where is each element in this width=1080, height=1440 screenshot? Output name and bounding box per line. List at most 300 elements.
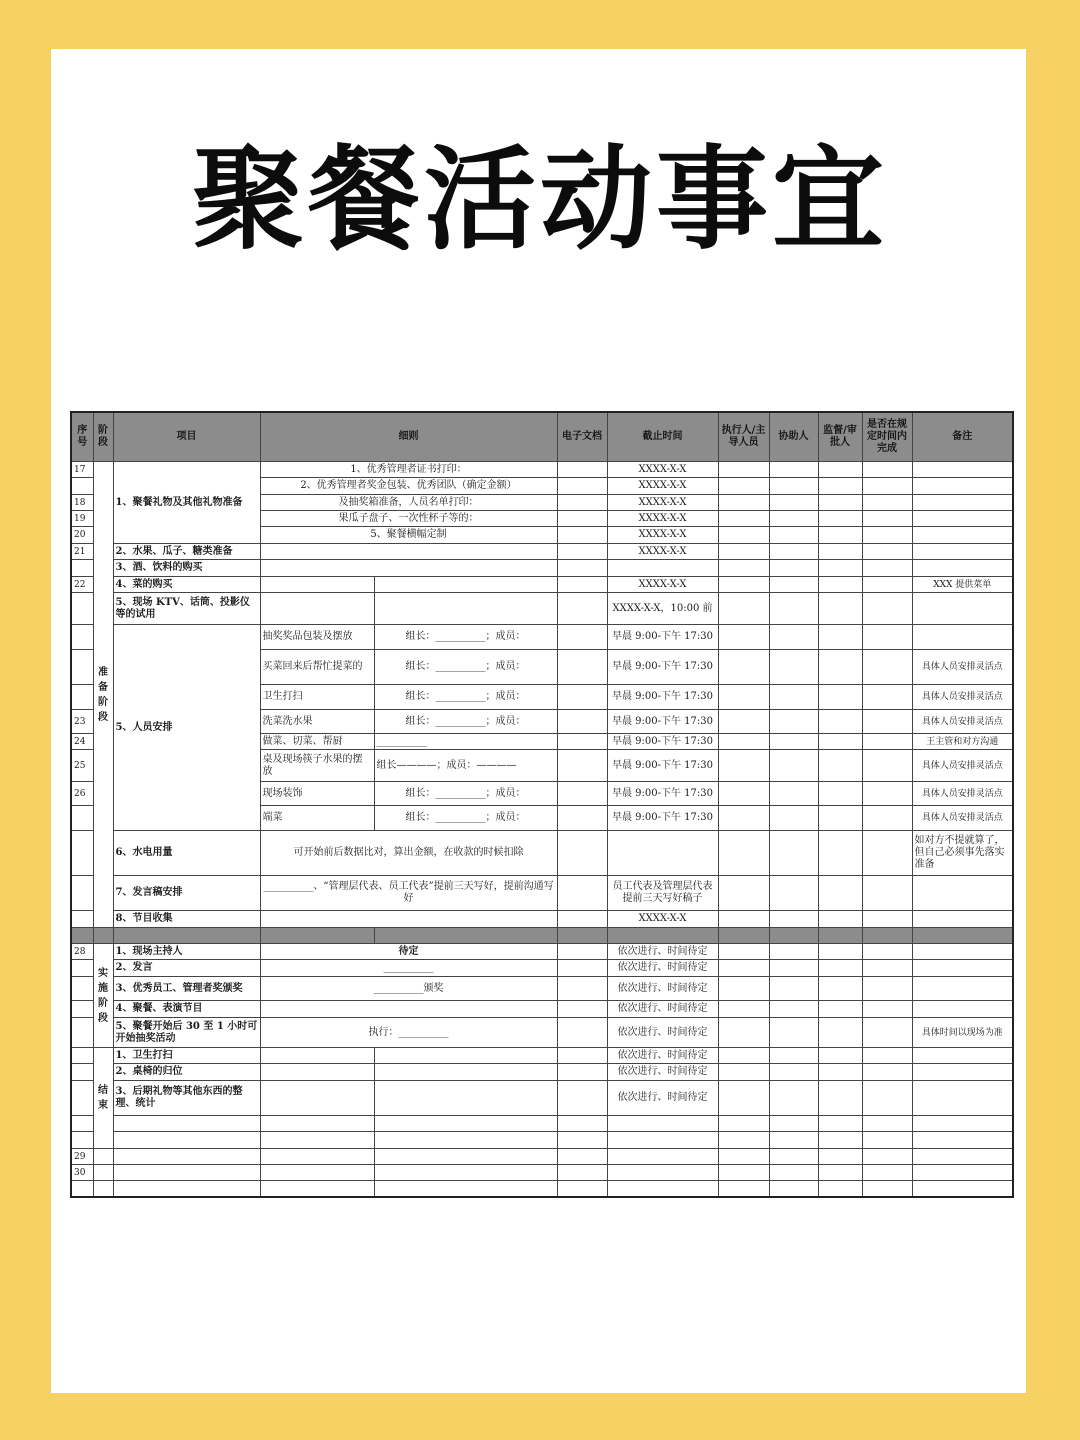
deadline-cell: XXXX-X-X	[607, 911, 718, 928]
table-row	[71, 560, 1013, 577]
executor-cell	[718, 710, 769, 734]
doc-cell	[557, 944, 607, 960]
assistant-cell	[769, 911, 818, 928]
header-completed: 是否在规定时间内完成	[862, 412, 912, 462]
assistant-cell	[769, 593, 818, 625]
doc-cell	[557, 1018, 607, 1048]
doc-cell	[557, 462, 607, 478]
detail-cell: 端菜	[260, 806, 374, 831]
note-cell	[912, 560, 1013, 577]
completed-cell	[862, 977, 912, 1001]
note-cell	[912, 977, 1013, 1001]
supervisor-cell	[818, 625, 862, 650]
table-row	[71, 1081, 1013, 1116]
assistant-cell	[769, 1018, 818, 1048]
row-number	[71, 625, 93, 650]
completed-cell	[862, 625, 912, 650]
doc-cell	[557, 544, 607, 560]
supervisor-cell	[818, 782, 862, 806]
header-project: 项目	[113, 412, 260, 462]
section-separator-row	[71, 928, 1013, 944]
doc-cell	[557, 1048, 607, 1064]
row-number	[71, 911, 93, 928]
completed-cell	[862, 1001, 912, 1018]
supervisor-cell	[818, 960, 862, 977]
note-cell: 具体人员安排灵活点	[912, 710, 1013, 734]
header-doc: 电子文档	[557, 412, 607, 462]
row-number	[71, 806, 93, 831]
completed-cell	[862, 876, 912, 911]
executor-cell	[718, 1048, 769, 1064]
header-stage: 阶段	[93, 412, 113, 462]
note-cell: 具体人员安排灵活点	[912, 782, 1013, 806]
table-row	[71, 1165, 1013, 1181]
stage-end: 结束	[93, 1048, 113, 1149]
detail-cell: 洗菜洗水果	[260, 710, 374, 734]
assign-cell: 组长：__________；成员：	[374, 685, 557, 710]
table-row	[71, 593, 1013, 625]
row-number	[71, 960, 93, 977]
row-number	[71, 478, 93, 495]
completed-cell	[862, 462, 912, 478]
note-cell	[912, 527, 1013, 544]
executor-cell	[718, 1018, 769, 1048]
project-cell: 8、节目收集	[113, 911, 260, 928]
assistant-cell	[769, 944, 818, 960]
executor-cell	[718, 806, 769, 831]
project-cell: 6、水电用量	[113, 831, 260, 876]
table-row	[71, 1048, 1013, 1064]
supervisor-cell	[818, 977, 862, 1001]
assistant-cell	[769, 527, 818, 544]
row-number	[71, 593, 93, 625]
executor-cell	[718, 960, 769, 977]
completed-cell	[862, 831, 912, 876]
project-cell: 3、后期礼物等其他东西的整理、统计	[113, 1081, 260, 1116]
note-cell	[912, 495, 1013, 511]
detail-cell: 果瓜子盘子、一次性杯子等的：	[260, 511, 557, 527]
assistant-cell	[769, 625, 818, 650]
detail-cell: 买菜回来后帮忙提菜的	[260, 650, 374, 685]
project-cell: 4、聚餐、表演节目	[113, 1001, 260, 1018]
assistant-cell	[769, 511, 818, 527]
detail-cell: 2、优秀管理者奖金包装、优秀团队（确定金额）	[260, 478, 557, 495]
assistant-cell	[769, 1048, 818, 1064]
supervisor-cell	[818, 750, 862, 782]
table-row	[71, 577, 1013, 593]
executor-cell	[718, 911, 769, 928]
supervisor-cell	[818, 876, 862, 911]
table-row	[71, 1116, 1013, 1132]
row-number: 26	[71, 782, 93, 806]
doc-cell	[557, 593, 607, 625]
stage-prep: 准备阶段	[93, 462, 113, 928]
supervisor-cell	[818, 650, 862, 685]
deadline-cell: 依次进行、时间待定	[607, 944, 718, 960]
assign-cell	[374, 577, 557, 593]
executor-cell	[718, 750, 769, 782]
detail-cell	[260, 911, 557, 928]
completed-cell	[862, 511, 912, 527]
supervisor-cell	[818, 462, 862, 478]
detail-cell: 做菜、切菜、帮厨	[260, 734, 374, 750]
detail-cell: 及抽奖箱准备，人员名单打印：	[260, 495, 557, 511]
project-cell: 7、发言稿安排	[113, 876, 260, 911]
deadline-cell	[607, 560, 718, 577]
supervisor-cell	[818, 478, 862, 495]
completed-cell	[862, 1064, 912, 1081]
deadline-cell: XXXX-X-X，10:00 前	[607, 593, 718, 625]
table-row	[71, 876, 1013, 911]
assistant-cell	[769, 1001, 818, 1018]
completed-cell	[862, 750, 912, 782]
supervisor-cell	[818, 685, 862, 710]
executor-cell	[718, 1001, 769, 1018]
table-row	[71, 977, 1013, 1001]
row-number: 29	[71, 1149, 93, 1165]
executor-cell	[718, 977, 769, 1001]
row-number	[71, 831, 93, 876]
detail-cell: 卫生打扫	[260, 685, 374, 710]
deadline-cell: 依次进行、时间待定	[607, 1064, 718, 1081]
executor-cell	[718, 782, 769, 806]
project-cell: 2、桌椅的归位	[113, 1064, 260, 1081]
deadline-cell: XXXX-X-X	[607, 462, 718, 478]
assistant-cell	[769, 1081, 818, 1116]
detail-cell	[260, 577, 374, 593]
row-number: 20	[71, 527, 93, 544]
row-number	[71, 560, 93, 577]
doc-cell	[557, 625, 607, 650]
doc-cell	[557, 750, 607, 782]
project-cell: 1、聚餐礼物及其他礼物准备	[113, 462, 260, 544]
row-number: 30	[71, 1165, 93, 1181]
table-row	[71, 831, 1013, 876]
row-number	[71, 1081, 93, 1116]
row-number: 22	[71, 577, 93, 593]
project-cell: 1、卫生打扫	[113, 1048, 260, 1064]
assistant-cell	[769, 544, 818, 560]
assistant-cell	[769, 831, 818, 876]
row-number: 23	[71, 710, 93, 734]
doc-cell	[557, 527, 607, 544]
deadline-cell: 早晨 9:00-下午 17:30	[607, 625, 718, 650]
detail-cell: 执行：__________	[260, 1018, 557, 1048]
doc-cell	[557, 650, 607, 685]
table-row	[71, 1001, 1013, 1018]
note-cell	[912, 960, 1013, 977]
deadline-cell: 早晨 9:00-下午 17:30	[607, 685, 718, 710]
doc-cell	[557, 495, 607, 511]
completed-cell	[862, 593, 912, 625]
assign-cell: 组长：__________；成员：	[374, 625, 557, 650]
header-detail: 细则	[260, 412, 557, 462]
note-cell	[912, 1064, 1013, 1081]
completed-cell	[862, 1081, 912, 1116]
deadline-cell: 依次进行、时间待定	[607, 1018, 718, 1048]
deadline-cell: 早晨 9:00-下午 17:30	[607, 750, 718, 782]
deadline-cell: 依次进行、时间待定	[607, 977, 718, 1001]
table-row	[71, 462, 1013, 478]
detail-cell: 待定	[260, 944, 557, 960]
note-cell	[912, 1048, 1013, 1064]
supervisor-cell	[818, 710, 862, 734]
assistant-cell	[769, 478, 818, 495]
executor-cell	[718, 478, 769, 495]
executor-cell	[718, 1081, 769, 1116]
supervisor-cell	[818, 495, 862, 511]
table-row	[71, 944, 1013, 960]
page-title: 聚餐活动事宜	[192, 135, 888, 265]
detail-cell	[260, 544, 557, 560]
deadline-cell: XXXX-X-X	[607, 495, 718, 511]
header-executor: 执行人/主导人员	[718, 412, 769, 462]
completed-cell	[862, 734, 912, 750]
row-number: 19	[71, 511, 93, 527]
assistant-cell	[769, 750, 818, 782]
supervisor-cell	[818, 1064, 862, 1081]
note-cell: 具体人员安排灵活点	[912, 650, 1013, 685]
header-assistant: 协助人	[769, 412, 818, 462]
executor-cell	[718, 462, 769, 478]
supervisor-cell	[818, 1001, 862, 1018]
note-cell: 具体人员安排灵活点	[912, 750, 1013, 782]
table-row	[71, 1149, 1013, 1165]
row-number: 28	[71, 944, 93, 960]
header-supervisor: 监督/审批人	[818, 412, 862, 462]
completed-cell	[862, 650, 912, 685]
deadline-cell: 早晨 9:00-下午 17:30	[607, 782, 718, 806]
doc-cell	[557, 911, 607, 928]
detail-cell: __________颁奖	[260, 977, 557, 1001]
assign-cell	[374, 1081, 557, 1116]
completed-cell	[862, 544, 912, 560]
row-number: 17	[71, 462, 93, 478]
supervisor-cell	[818, 527, 862, 544]
deadline-cell: 依次进行、时间待定	[607, 960, 718, 977]
completed-cell	[862, 577, 912, 593]
completed-cell	[862, 710, 912, 734]
doc-cell	[557, 710, 607, 734]
detail-cell	[260, 1001, 557, 1018]
doc-cell	[557, 511, 607, 527]
header-deadline: 截止时间	[607, 412, 718, 462]
assistant-cell	[769, 560, 818, 577]
detail-cell: 1、优秀管理者证书打印：	[260, 462, 557, 478]
completed-cell	[862, 782, 912, 806]
assistant-cell	[769, 710, 818, 734]
doc-cell	[557, 960, 607, 977]
deadline-cell: 早晨 9:00-下午 17:30	[607, 710, 718, 734]
detail-cell	[260, 1081, 374, 1116]
project-cell: 5、人员安排	[113, 625, 260, 831]
assign-cell: 组长：__________；成员：	[374, 650, 557, 685]
deadline-cell: XXXX-X-X	[607, 478, 718, 495]
doc-cell	[557, 685, 607, 710]
project-cell: 2、水果、瓜子、糖类准备	[113, 544, 260, 560]
assign-cell: 组长————；成员：————	[374, 750, 557, 782]
supervisor-cell	[818, 1018, 862, 1048]
table-row	[71, 1132, 1013, 1149]
deadline-cell: XXXX-X-X	[607, 511, 718, 527]
executor-cell	[718, 876, 769, 911]
doc-cell	[557, 876, 607, 911]
deadline-cell: 早晨 9:00-下午 17:30	[607, 650, 718, 685]
table-row	[71, 625, 1013, 650]
supervisor-cell	[818, 806, 862, 831]
completed-cell	[862, 1018, 912, 1048]
detail-cell	[260, 1064, 374, 1081]
supervisor-cell	[818, 944, 862, 960]
project-cell: 3、优秀员工、管理者奖颁奖	[113, 977, 260, 1001]
executor-cell	[718, 495, 769, 511]
note-cell: 王主管和对方沟通	[912, 734, 1013, 750]
completed-cell	[862, 911, 912, 928]
row-number: 25	[71, 750, 93, 782]
project-cell: 3、酒、饮料的购买	[113, 560, 260, 577]
deadline-cell	[607, 831, 718, 876]
assign-cell	[374, 593, 557, 625]
completed-cell	[862, 1048, 912, 1064]
executor-cell	[718, 593, 769, 625]
header-note: 备注	[912, 412, 1013, 462]
note-cell	[912, 911, 1013, 928]
deadline-cell: XXXX-X-X	[607, 577, 718, 593]
header-row	[71, 412, 1013, 462]
supervisor-cell	[818, 560, 862, 577]
assistant-cell	[769, 806, 818, 831]
completed-cell	[862, 685, 912, 710]
executor-cell	[718, 577, 769, 593]
deadline-cell: 早晨 9:00-下午 17:30	[607, 806, 718, 831]
assistant-cell	[769, 577, 818, 593]
assistant-cell	[769, 876, 818, 911]
row-number	[71, 977, 93, 1001]
supervisor-cell	[818, 593, 862, 625]
table-row	[71, 1018, 1013, 1048]
executor-cell	[718, 511, 769, 527]
assistant-cell	[769, 977, 818, 1001]
completed-cell	[862, 960, 912, 977]
detail-cell: 可开始前后数据比对，算出金额，在收款的时候扣除	[260, 831, 557, 876]
executor-cell	[718, 544, 769, 560]
note-cell	[912, 462, 1013, 478]
table-row	[71, 1064, 1013, 1081]
assign-cell: __________	[374, 734, 557, 750]
supervisor-cell	[818, 544, 862, 560]
table-row	[71, 544, 1013, 560]
supervisor-cell	[818, 1081, 862, 1116]
assistant-cell	[769, 782, 818, 806]
project-cell: 1、现场主持人	[113, 944, 260, 960]
doc-cell	[557, 782, 607, 806]
row-number	[71, 1001, 93, 1018]
executor-cell	[718, 625, 769, 650]
doc-cell	[557, 478, 607, 495]
project-cell: 5、聚餐开始后 30 至 1 小时可开始抽奖活动	[113, 1018, 260, 1048]
completed-cell	[862, 495, 912, 511]
detail-cell: 抽奖奖品包装及摆放	[260, 625, 374, 650]
doc-cell	[557, 734, 607, 750]
doc-cell	[557, 806, 607, 831]
note-cell	[912, 511, 1013, 527]
row-number	[71, 1018, 93, 1048]
executor-cell	[718, 831, 769, 876]
assistant-cell	[769, 734, 818, 750]
completed-cell	[862, 478, 912, 495]
supervisor-cell	[818, 577, 862, 593]
note-cell: 具体人员安排灵活点	[912, 685, 1013, 710]
assistant-cell	[769, 960, 818, 977]
deadline-cell: 依次进行、时间待定	[607, 1048, 718, 1064]
row-number	[71, 650, 93, 685]
doc-cell	[557, 577, 607, 593]
executor-cell	[718, 650, 769, 685]
note-cell	[912, 544, 1013, 560]
row-number	[71, 685, 93, 710]
supervisor-cell	[818, 831, 862, 876]
doc-cell	[557, 831, 607, 876]
deadline-cell: XXXX-X-X	[607, 544, 718, 560]
row-number: 24	[71, 734, 93, 750]
row-number	[71, 876, 93, 911]
table-row	[71, 1181, 1013, 1197]
detail-cell	[260, 593, 374, 625]
assistant-cell	[769, 495, 818, 511]
assistant-cell	[769, 685, 818, 710]
event-schedule-table	[70, 411, 1014, 1198]
header-no: 序号	[71, 412, 93, 462]
note-cell	[912, 1081, 1013, 1116]
assign-cell: 组长：__________；成员：	[374, 710, 557, 734]
detail-cell: 5、聚餐横幅定制	[260, 527, 557, 544]
project-cell: 4、菜的购买	[113, 577, 260, 593]
assign-cell: 组长：__________；成员：	[374, 782, 557, 806]
table-row	[71, 960, 1013, 977]
note-cell: 如对方不提就算了，但自己必须事先落实准备	[912, 831, 1013, 876]
assign-cell: 组长：__________；成员：	[374, 806, 557, 831]
detail-cell	[260, 1048, 374, 1064]
completed-cell	[862, 806, 912, 831]
note-cell: XXX 提供菜单	[912, 577, 1013, 593]
table-row	[71, 911, 1013, 928]
doc-cell	[557, 1001, 607, 1018]
row-number: 21	[71, 544, 93, 560]
detail-cell: __________、“管理层代表、员工代表”提前三天写好，提前沟通写好	[260, 876, 557, 911]
stage-impl: 实施阶段	[93, 944, 113, 1048]
note-cell	[912, 1001, 1013, 1018]
executor-cell	[718, 560, 769, 577]
note-cell	[912, 593, 1013, 625]
doc-cell	[557, 560, 607, 577]
note-cell	[912, 478, 1013, 495]
assign-cell	[374, 1048, 557, 1064]
project-cell: 2、发言	[113, 960, 260, 977]
detail-cell	[260, 560, 557, 577]
completed-cell	[862, 560, 912, 577]
note-cell: 具体人员安排灵活点	[912, 806, 1013, 831]
deadline-cell: 依次进行、时间待定	[607, 1001, 718, 1018]
note-cell: 具体时间以现场为准	[912, 1018, 1013, 1048]
detail-cell: 桌及现场筷子水果的摆放	[260, 750, 374, 782]
deadline-cell: XXXX-X-X	[607, 527, 718, 544]
doc-cell	[557, 1081, 607, 1116]
completed-cell	[862, 527, 912, 544]
detail-cell: 现场装饰	[260, 782, 374, 806]
executor-cell	[718, 1064, 769, 1081]
deadline-cell: 早晨 9:00-下午 17:30	[607, 734, 718, 750]
note-cell	[912, 944, 1013, 960]
